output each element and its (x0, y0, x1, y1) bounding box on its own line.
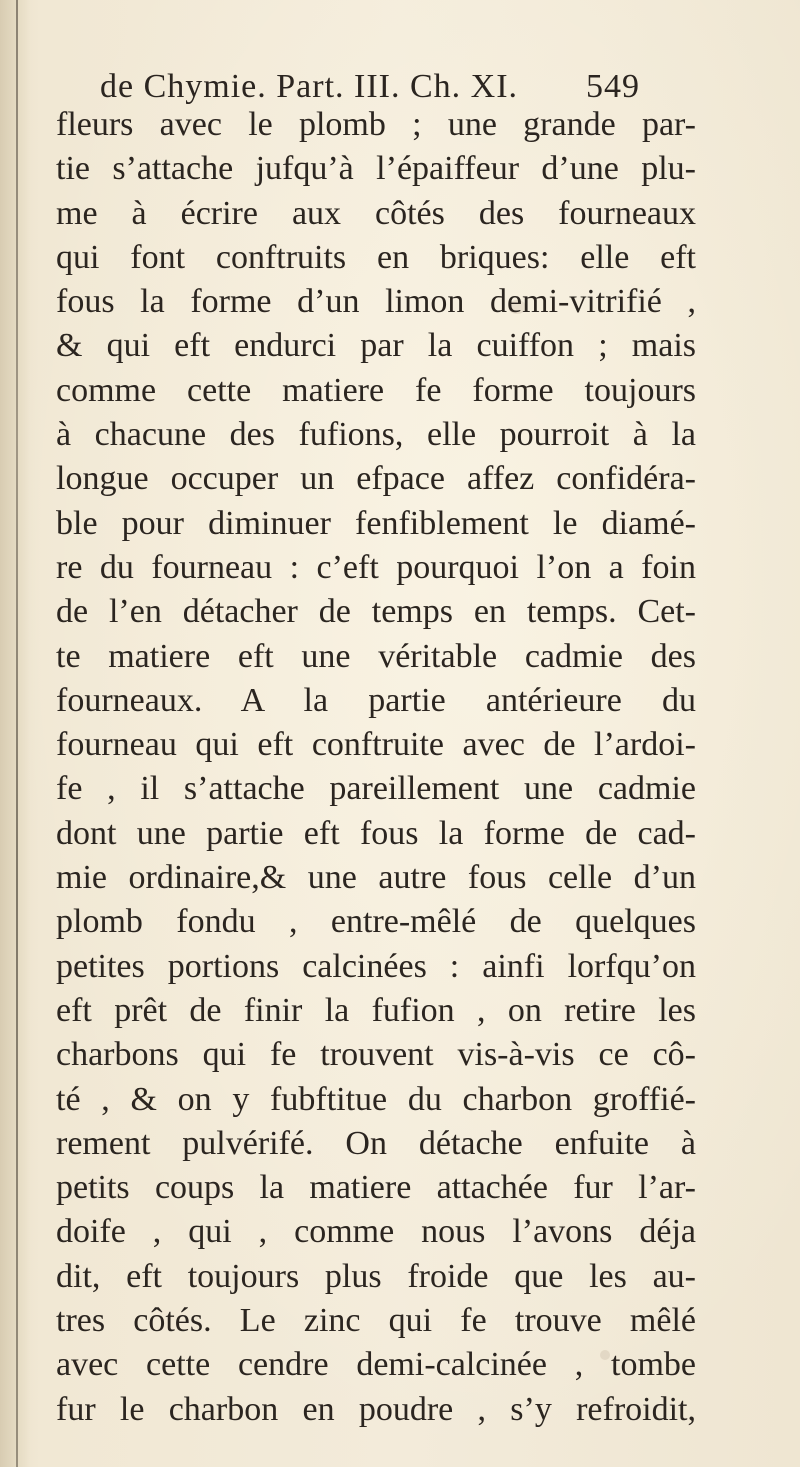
text-line: fe , il s’attache pareillement une cadmie (56, 770, 696, 808)
text-line: eft prêt de finir la fufion , on retire les (56, 991, 696, 1029)
page-number: 549 (586, 68, 640, 105)
text-line: mie ordinaire,& une autre fous celle d’un (56, 859, 696, 897)
text-line: de l’en détacher de temps en temps. Cet- (56, 593, 696, 631)
text-line: petites portions calcinées : ainfi lorfqu’on (56, 947, 696, 985)
text-line: fourneaux. A la partie antérieure du (56, 681, 696, 719)
page-gutter (0, 0, 30, 1467)
text-line: rement pulvérifé. On détache enfuite à (56, 1124, 696, 1162)
text-line: comme cette matiere fe forme toujours (56, 371, 696, 409)
text-line: tres côtés. Le zinc qui fe trouve mêlé (56, 1302, 696, 1340)
body-text (56, 103, 696, 1432)
text-line: & qui eft endurci par la cuiffon ; mais (56, 327, 696, 365)
text-line: plomb fondu , entre-mêlé de quelques (56, 903, 696, 941)
text-line: re du fourneau : c’eft pourquoi l’on a foin (56, 548, 696, 586)
binding-edge (16, 0, 18, 1467)
text-line: ble pour diminuer fenfiblement le diamé- (56, 504, 696, 542)
text-line: té , & on y fubftitue du charbon groffié- (56, 1080, 696, 1118)
text-line: tie s’attache jufqu’à l’épaiffeur d’une plu- (56, 150, 696, 188)
text-line: dont une partie eft fous la forme de cad- (56, 814, 696, 852)
text-line: te matiere eft une véritable cadmie des (56, 637, 696, 675)
text-line: qui font conftruits en briques: elle eft (56, 238, 696, 276)
text-line: longue occuper un efpace affez confidéra- (56, 460, 696, 498)
text-line: fourneau qui eft conftruite avec de l’ardoi- (56, 726, 696, 764)
text-line: à chacune des fufions, elle pourroit à la (56, 416, 696, 454)
text-line: avec cette cendre demi-calcinée , tombe (56, 1346, 696, 1384)
text-line: doife , qui , comme nous l’avons déja (56, 1213, 696, 1251)
text-line: charbons qui fe trouvent vis-à-vis ce cô- (56, 1036, 696, 1074)
text-line: me à écrire aux côtés des fourneaux (56, 194, 696, 232)
text-line: fleurs avec le plomb ; une grande par- (56, 106, 696, 143)
running-head: de Chymie. Part. III. Ch. XI. (100, 68, 519, 105)
text-line: fur le charbon en poudre , s’y refroidit, (56, 1390, 696, 1428)
text-line: fous la forme d’un limon demi-vitrifié , (56, 283, 696, 321)
text-line: petits coups la matiere attachée fur l’ar- (56, 1169, 696, 1207)
text-line: dit, eft toujours plus froide que les au- (56, 1257, 696, 1295)
